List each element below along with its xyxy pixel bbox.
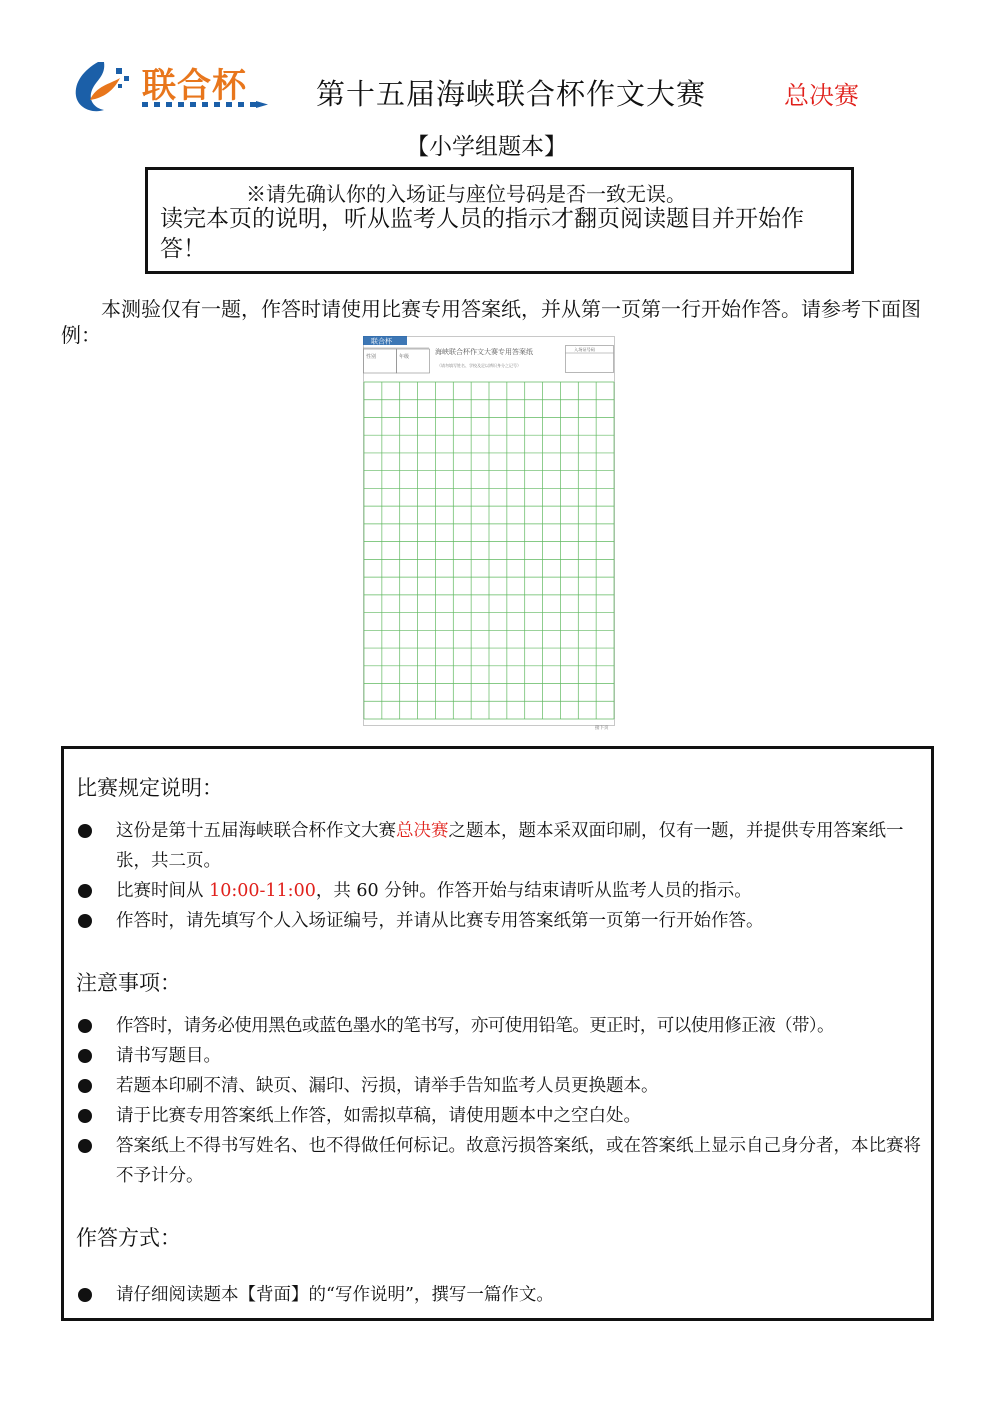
sheet-field-b: 年级 xyxy=(399,354,410,360)
bullet xyxy=(78,1049,92,1063)
bullet xyxy=(78,824,92,838)
note-item-3: 若题本印刷不清、缺页、漏印、污损，请举手告知监考人员更换题本。 xyxy=(116,1076,659,1096)
sheet-logo-text: 联合杯 xyxy=(371,337,392,346)
bullet xyxy=(78,884,92,898)
sample-answer-sheet xyxy=(363,336,615,731)
rule-item-2-time: 10:00-11:00 xyxy=(209,881,316,901)
rule-item-2 xyxy=(116,876,921,906)
note-item-4: 请于比赛专用答案纸上作答，如需拟草稿，请使用题本中之空白处。 xyxy=(116,1106,641,1126)
method-item-1: 请仔细阅读题本【背面】的“写作说明”，撰写一篇作文。 xyxy=(116,1285,554,1305)
rule-item-2-part-b: ，共 60 分钟。作答开始与结束请听从监考人员的指示。 xyxy=(315,881,752,901)
section-title-rules: 比赛规定说明： xyxy=(76,776,223,800)
logo-pen-tip xyxy=(256,101,268,108)
bullet xyxy=(78,1109,92,1123)
rule-item-1 xyxy=(116,816,921,876)
note-item-2: 请书写题目。 xyxy=(116,1046,221,1066)
notice-line-1: ※请先确认你的入场证与座位号码是否一致无误。 xyxy=(246,182,686,206)
note-item-1: 作答时，请务必使用黑色或蓝色墨水的笔书写，亦可使用铅笔。更正时，可以使用修正液（带）。 xyxy=(116,1016,834,1036)
section-title-notes: 注意事项： xyxy=(76,971,181,995)
bullet xyxy=(78,1019,92,1033)
logo-text: 联合杯 xyxy=(142,66,247,106)
page-title: 第十五届海峡联合杯作文大赛 xyxy=(316,77,707,111)
rule-item-1-part-b: 之题本，题本采双面印刷，仅有一题，并提供专用答案纸一张，共二页。 xyxy=(116,821,904,871)
note-item-5: 答案纸上不得书写姓名、也不得做任何标记。故意污损答案纸，或在答案纸上显示自己身分者，本比赛将不予计分。 xyxy=(116,1136,921,1186)
sheet-footer: 接下页 xyxy=(595,726,609,731)
notice-line-2: 读完本页的说明，听从监考人员的指示才翻页阅读题目并开始作答！ xyxy=(160,206,804,262)
bullet xyxy=(78,1139,92,1153)
rule-item-1-part-a: 这份是第十五届海峡联合杯作文大赛 xyxy=(116,821,396,841)
sheet-subtitle: （请勿填写姓名、学校及足以辨识身分之记号） xyxy=(437,363,521,368)
group-label: 【小学组题本】 xyxy=(406,134,567,160)
logo-flame-icon xyxy=(76,62,105,111)
sheet-field-a: 性别 xyxy=(366,354,377,360)
sheet-title: 海峡联合杯作文大赛专用答案纸 xyxy=(435,348,533,356)
sheet-id-label: 入场证号码 xyxy=(574,347,595,352)
section-title-method: 作答方式： xyxy=(76,1226,181,1250)
rule-item-3: 作答时，请先填写个人入场证编号，并请从比赛专用答案纸第一页第一行开始作答。 xyxy=(116,911,764,931)
bullet xyxy=(78,914,92,928)
bullet xyxy=(78,1079,92,1093)
intro-paragraph: 本测验仅有一题，作答时请使用比赛专用答案纸，并从第一页第一行开始作答。请参考下面图例： xyxy=(61,297,921,347)
rule-item-2-part-a: 比赛时间从 xyxy=(116,881,210,901)
stage-label: 总决赛 xyxy=(784,81,860,110)
rule-item-1-highlight: 总决赛 xyxy=(396,821,449,841)
bullet xyxy=(78,1288,92,1302)
